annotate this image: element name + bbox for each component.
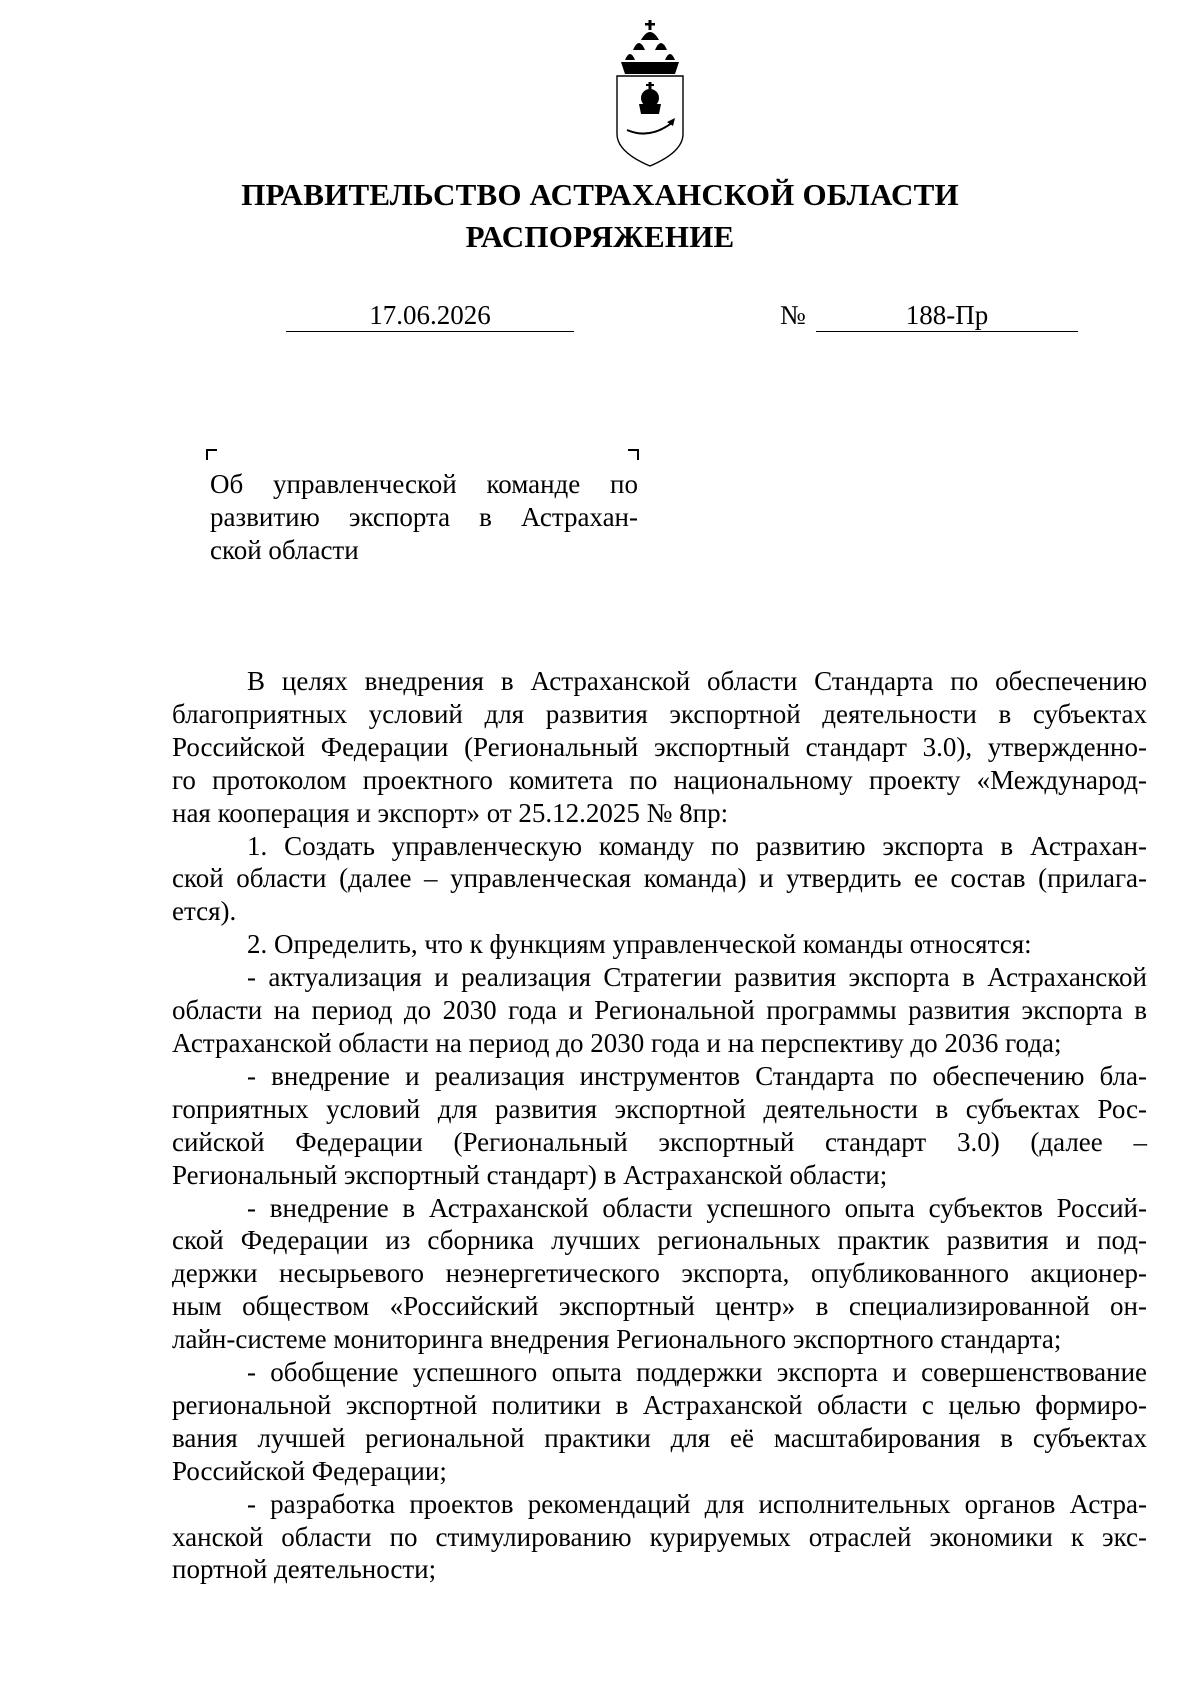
text-line: Российской Федерации (Региональный экспортный стандарт 3.0), утвержденно- xyxy=(172,731,1147,762)
subject-line: ской области xyxy=(210,535,359,565)
body-paragraph xyxy=(172,1356,1147,1488)
text-line: лайн-системе мониторинга внедрения Регионального экспортного стандарта; xyxy=(172,1324,1062,1355)
subject-line: развитию экспорта в Астрахан- xyxy=(210,502,638,532)
text-line: ской области (далее – управленческая команда) и утвердить ее состав (прилага- xyxy=(172,863,1147,894)
subject-corner-mark-left xyxy=(206,449,217,460)
text-line: ской Федерации из сборника лучших региональных практик развития и под- xyxy=(172,1225,1147,1256)
text-line: держки несырьевого неэнергетического экспорта, опубликованного акционер- xyxy=(172,1258,1147,1289)
subject-corner-mark-right xyxy=(628,449,639,460)
document-body xyxy=(172,665,1147,1586)
body-paragraph xyxy=(172,830,1147,929)
text-line: го протоколом проектного комитета по национальному проекту «Международ- xyxy=(172,764,1147,795)
text-line: ханской области по стимулированию курируемых отраслей экономики к экс- xyxy=(172,1521,1147,1552)
text-line: Российской Федерации; xyxy=(172,1455,447,1486)
number-sign: № xyxy=(780,300,806,330)
body-paragraph xyxy=(172,961,1147,1060)
text-line: гоприятных условий для развития экспортной деятельности в субъектах Рос- xyxy=(172,1093,1147,1124)
subject-line: Об управленческой команде по xyxy=(210,469,638,499)
body-paragraph xyxy=(172,928,1147,961)
document-date: 17.06.2026 xyxy=(286,299,574,332)
text-line: 1. Создать управленческую команду по развитию экспорта в Астрахан- xyxy=(247,830,1147,861)
text-line: вания лучшей региональной практики для её масштабирования в субъектах xyxy=(172,1422,1147,1453)
coat-of-arms-emblem xyxy=(611,18,689,168)
text-line: 2. Определить, что к функциям управленческой команды относятся: xyxy=(247,929,1032,960)
document-number: 188-Пр xyxy=(816,299,1078,332)
document-type-title: РАСПОРЯЖЕНИЕ xyxy=(465,219,735,254)
text-line: области на период до 2030 года и Региональной программы развития экспорта в xyxy=(172,995,1147,1026)
text-line: сийской Федерации (Региональный экспортный стандарт 3.0) (далее – xyxy=(172,1126,1147,1157)
body-paragraph xyxy=(172,1192,1147,1357)
text-line: Региональный экспортный стандарт) в Астраханской области; xyxy=(172,1159,888,1190)
organization-title: ПРАВИТЕЛЬСТВО АСТРАХАНСКОЙ ОБЛАСТИ xyxy=(241,177,959,212)
text-line: благоприятных условий для развития экспортной деятельности в субъектах xyxy=(172,698,1147,729)
text-line: - обобщение успешного опыта поддержки экспорта и совершенствование xyxy=(247,1357,1147,1388)
body-paragraph xyxy=(172,1488,1147,1587)
text-line: - внедрение в Астраханской области успешного опыта субъектов Россий- xyxy=(247,1192,1147,1223)
text-line: портной деятельности; xyxy=(172,1554,437,1585)
body-paragraph xyxy=(172,1060,1147,1192)
text-line: В целях внедрения в Астраханской области Стандарта по обеспечению xyxy=(247,666,1147,696)
text-line: ется). xyxy=(172,896,237,927)
text-line: ным обществом «Российский экспортный центр» в специализированной он- xyxy=(172,1291,1147,1322)
text-line: - актуализация и реализация Стратегии развития экспорта в Астраханской xyxy=(247,962,1147,993)
document-subject xyxy=(210,468,638,567)
text-line: Астраханской области на период до 2030 года и на перспективу до 2036 года; xyxy=(172,1027,1062,1058)
text-line: - внедрение и реализация инструментов Стандарта по обеспечению бла- xyxy=(247,1060,1147,1091)
body-paragraph xyxy=(172,665,1147,830)
text-line: ная кооперация и экспорт» от 25.12.2025 № 8пр: xyxy=(172,797,729,828)
text-line: региональной экспортной политики в Астраханской области с целью формиро- xyxy=(172,1389,1147,1420)
text-line: - разработка проектов рекомендаций для исполнительных органов Астра- xyxy=(247,1488,1147,1519)
